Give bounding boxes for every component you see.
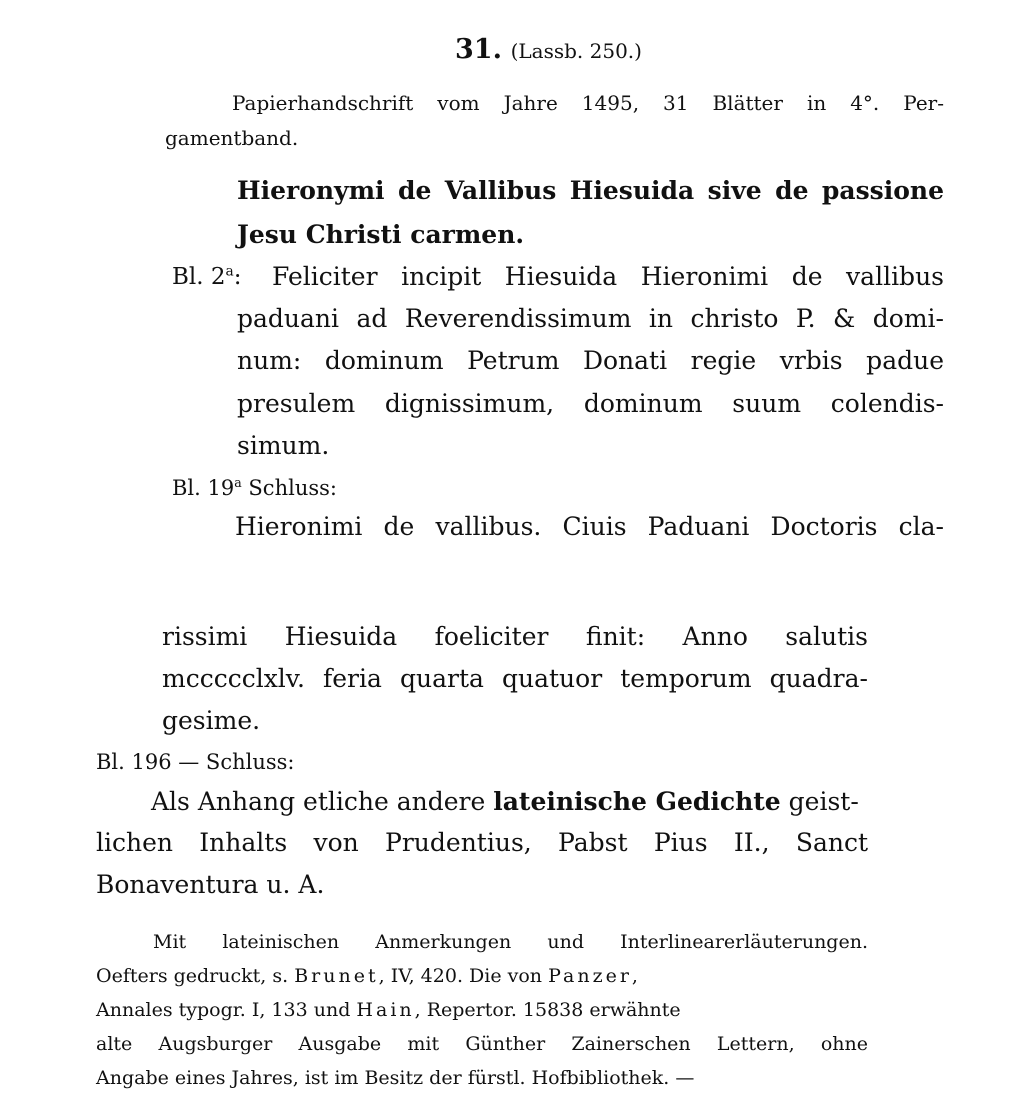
folio-2a-line-3: num: dominum Petrum Donati regie vrbis padue (237, 346, 944, 375)
page-header (455, 34, 642, 65)
folio-2a-line-4: presulem dignissimum, dominum suum colendis- (237, 389, 944, 418)
folio-196-line-1-a: Als Anhang etliche andere (151, 787, 486, 816)
notes-line-1: Mit lateinischen Anmerkungen und Interlinearerläuterungen. (153, 931, 868, 953)
continuation-line-3: gesime. (162, 706, 261, 735)
description-line-1: Papierhandschrift vom Jahre 1495, 31 Blätter in 4°. Per- (232, 91, 944, 115)
folio-2a-label: Bl. 2$^a$: (172, 263, 242, 290)
folio-196-line-1-bold: lateinische Gedichte (493, 787, 781, 816)
shelf-mark: (Lassb. 250.) (510, 39, 642, 63)
continuation-line-2: mccccclxlv. feria quarta quatuor temporum quadra- (162, 664, 868, 693)
folio-2a-line-5: simum. (237, 431, 330, 460)
title-line-2: Jesu Christi carmen. (237, 220, 525, 249)
folio-19a-line-1: Hieronimi de vallibus. Ciuis Paduani Doctoris cla- (235, 512, 944, 541)
folio-196-line-1-c: geist- (788, 787, 859, 816)
folio-196-label: Bl. 196 — Schluss: (96, 750, 295, 774)
notes-line-4: alte Augsburger Ausgabe mit Günther Zainerschen Lettern, ohne (96, 1033, 868, 1055)
description-line-2: gamentband. (165, 126, 299, 150)
author-hain: Hain (356, 999, 415, 1021)
notes-line-2: Oefters gedruckt, s. Brunet, IV, 420. Die von Panzer, (96, 965, 638, 987)
title-line-1: Hieronymi de Vallibus Hiesuida sive de passione (237, 176, 944, 205)
folio-2a-line-1: Feliciter incipit Hiesuida Hieronimi de vallibus (272, 262, 944, 291)
folio-2a-line-2: paduani ad Reverendissimum in christo P. & domi- (237, 304, 944, 333)
author-brunet: Brunet (294, 965, 379, 987)
folio-196-line-2: lichen Inhalts von Prudentius, Pabst Pius II., Sanct (96, 828, 868, 857)
folio-196-line-1 (151, 787, 859, 816)
notes-line-3: Annales typogr. I, 133 und Hain, Repertor. 15838 erwähnte (96, 999, 681, 1021)
continuation-line-1: rissimi Hiesuida foeliciter finit: Anno salutis (162, 622, 868, 651)
notes-line-5: Angabe eines Jahres, ist im Besitz der fürstl. Hofbibliothek. — (96, 1067, 695, 1089)
entry-number: 31. (455, 34, 502, 65)
folio-19a-label: Bl. 19$^a$ Schluss: (172, 475, 337, 500)
folio-196-line-3: Bonaventura u. A. (96, 870, 325, 899)
author-panzer: Panzer (548, 965, 632, 987)
